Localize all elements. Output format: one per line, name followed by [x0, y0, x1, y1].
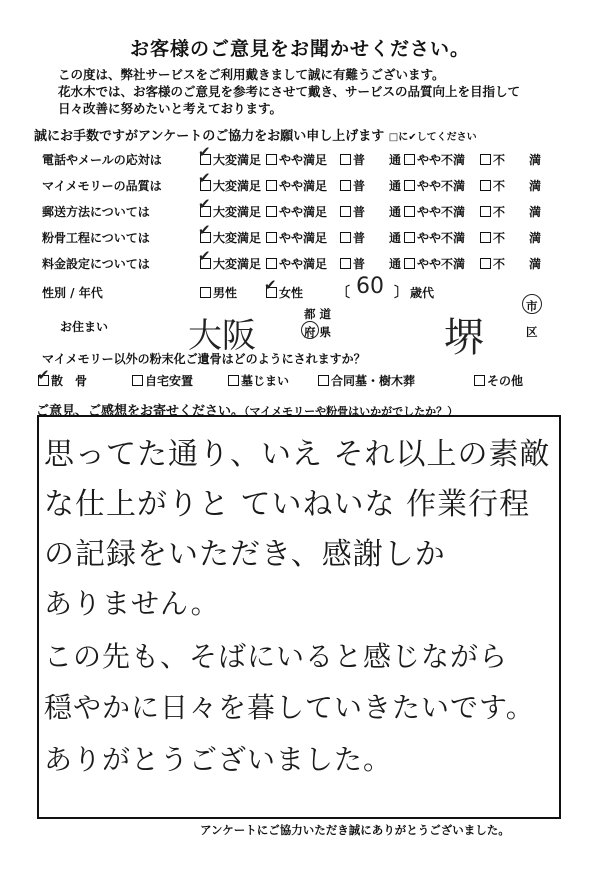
comment-line-3: の記録をいただき、感謝しか — [44, 537, 446, 572]
comment-line-2: な仕上がりと ていねいな 作業行程 — [44, 487, 531, 522]
rating-checkbox[interactable] — [480, 232, 491, 243]
rating-option-label: 大変満足 — [213, 205, 262, 219]
question-label: 料金設定については — [42, 257, 150, 271]
remains-checkbox[interactable] — [474, 375, 485, 386]
question-label: 粉骨工程については — [42, 231, 150, 245]
rating-option[interactable] — [404, 151, 465, 168]
question-row — [42, 221, 582, 249]
rating-checkbox[interactable] — [480, 206, 491, 217]
rating-option-label: 不 満 — [493, 205, 542, 219]
rating-checkbox[interactable] — [340, 180, 351, 191]
rating-option[interactable] — [266, 151, 327, 168]
rating-option-label: 普 通 — [353, 153, 402, 167]
comment-line-1: 思ってた通り、いえ それ以上の素敵 — [44, 437, 551, 472]
address-label: お住まい — [60, 320, 109, 334]
remains-option-label: 自宅安置 — [145, 374, 194, 388]
remains-checkbox[interactable] — [132, 375, 143, 386]
remains-question: マイメモリー以外の粉末化ご遺骨はどのようにされますか？ — [42, 352, 366, 366]
rating-option-label: 不 満 — [493, 257, 542, 271]
comments-label-main: ご意見、ご感想をお寄せください。 — [36, 404, 245, 419]
rating-option[interactable] — [480, 151, 541, 168]
rating-option-label: 普 通 — [353, 205, 402, 219]
rating-option-label: やや不満 — [417, 179, 466, 193]
female-check-mark: ✔ — [264, 276, 277, 294]
rating-checkbox[interactable] — [404, 154, 415, 165]
female-label: 女性 — [279, 286, 304, 300]
intro-line: 日々改善に努めたいと考えております。 — [58, 101, 283, 116]
comment-line-7: ありがとうございました。 — [44, 743, 393, 776]
rating-option-label: 不 満 — [493, 153, 542, 167]
city-value[interactable]: 堺 — [444, 315, 484, 361]
rating-option[interactable] — [340, 203, 401, 220]
rating-option[interactable] — [480, 229, 541, 246]
rating-option-label: やや不満 — [417, 153, 466, 167]
rating-option-label: 不 満 — [493, 179, 542, 193]
check-mark: ✔ — [198, 169, 211, 187]
rating-option[interactable] — [404, 255, 465, 272]
check-mark: ✔ — [198, 195, 211, 213]
rating-checkbox[interactable] — [266, 232, 277, 243]
city-option-ku: 区 — [526, 325, 538, 339]
rating-checkbox[interactable] — [404, 206, 415, 217]
rating-option[interactable] — [404, 229, 465, 246]
rating-option[interactable] — [480, 203, 541, 220]
check-mark: ✔ — [198, 247, 211, 265]
rating-option[interactable] — [340, 229, 401, 246]
rating-checkbox[interactable] — [266, 206, 277, 217]
rating-checkbox[interactable] — [266, 258, 277, 269]
rating-checkbox[interactable] — [340, 258, 351, 269]
rating-option[interactable] — [340, 177, 401, 194]
rating-option[interactable] — [404, 177, 465, 194]
remains-checkbox[interactable] — [318, 375, 329, 386]
rating-checkbox[interactable] — [480, 154, 491, 165]
city-selected-circle — [522, 294, 542, 314]
remains-option[interactable] — [474, 372, 523, 389]
comment-line-5: この先も、そばにいると感じながら — [44, 640, 509, 673]
rating-option[interactable] — [340, 255, 401, 272]
question-row — [42, 195, 582, 223]
rating-option-label: 大変満足 — [213, 153, 262, 167]
remains-option[interactable] — [228, 372, 289, 389]
rating-option-label: やや不満 — [417, 257, 466, 271]
check-mark: ✔ — [198, 143, 211, 161]
rating-checkbox[interactable] — [266, 154, 277, 165]
question-row — [42, 247, 582, 275]
rating-option[interactable] — [266, 203, 327, 220]
rating-checkbox[interactable] — [480, 180, 491, 191]
pref-option-fuken: 府 県 — [304, 325, 332, 339]
question-row — [42, 169, 582, 197]
comments-hint: （マイメモリーや粉骨はいかがでしたか？） — [244, 405, 459, 418]
rating-option-label: 大変満足 — [213, 231, 262, 245]
question-row — [42, 143, 582, 171]
request-hint: □に✔してください — [388, 132, 477, 143]
rating-option-label: やや不満 — [417, 231, 466, 245]
remains-option[interactable] — [318, 372, 415, 389]
footer-text: アンケートにご協力いただき誠にありがとうございました。 — [200, 823, 510, 837]
rating-option[interactable] — [340, 151, 401, 168]
rating-option[interactable] — [480, 177, 541, 194]
rating-checkbox[interactable] — [404, 232, 415, 243]
remains-options — [37, 366, 558, 392]
pref-option-todo: 都 道 — [304, 307, 332, 321]
male-checkbox[interactable] — [200, 287, 211, 298]
prefecture-value[interactable]: 大阪 — [188, 316, 256, 356]
check-mark: ✔ — [37, 366, 50, 384]
rating-option-label: やや満足 — [279, 153, 328, 167]
rating-option-label: 普 通 — [353, 179, 402, 193]
remains-option-label: その他 — [487, 374, 524, 388]
age-suffix: 歳代 — [410, 286, 435, 300]
male-option[interactable] — [200, 284, 237, 301]
rating-option-label: やや満足 — [279, 231, 328, 245]
remains-option-label: 散 骨 — [51, 374, 88, 388]
rating-checkbox[interactable] — [266, 180, 277, 191]
rating-checkbox[interactable] — [340, 154, 351, 165]
question-label: 郵送方法については — [42, 205, 150, 219]
rating-option-label: 大変満足 — [213, 257, 262, 271]
check-mark: ✔ — [198, 221, 211, 239]
comment-line-6: 穏やかに日々を暮していきたいです。 — [44, 691, 535, 724]
rating-checkbox[interactable] — [340, 232, 351, 243]
rating-option[interactable] — [404, 203, 465, 220]
rating-option[interactable] — [480, 255, 541, 272]
remains-option[interactable] — [132, 372, 193, 389]
remains-checkbox[interactable] — [228, 375, 239, 386]
request-main: 誠にお手数ですがアンケートのご協力をお願い申し上げます — [34, 129, 385, 144]
city-option-shi: 市 — [526, 299, 538, 313]
intro-text — [58, 66, 558, 117]
age-bracket-open: 〔 — [336, 285, 350, 301]
request-text — [34, 125, 477, 144]
rating-option-label: 普 通 — [353, 231, 402, 245]
intro-line: この度は、弊社サービスをご利用戴きまして誠に有難うございます。 — [58, 67, 445, 82]
question-label: 電話やメールの応対は — [42, 153, 162, 167]
rating-option-label: やや満足 — [279, 257, 328, 271]
rating-option-label: やや満足 — [279, 179, 328, 193]
rating-checkbox[interactable] — [480, 258, 491, 269]
rating-option-label: やや不満 — [417, 205, 466, 219]
comment-line-4: ありません。 — [44, 587, 220, 620]
intro-line: 花水木では、お客様のご意見を参考にさせて戴き、サービスの品質向上を目指して — [58, 84, 521, 99]
rating-checkbox[interactable] — [404, 180, 415, 191]
rating-option-label: 大変満足 — [213, 179, 262, 193]
gender-age-label: 性別 / 年代 — [42, 286, 103, 300]
rating-option-label: 普 通 — [353, 257, 402, 271]
rating-option-label: 不 満 — [493, 231, 542, 245]
age-bracket-close: 〕 — [394, 285, 408, 301]
rating-checkbox[interactable] — [340, 206, 351, 217]
rating-checkbox[interactable] — [404, 258, 415, 269]
remains-option-label: 墓じまい — [241, 374, 290, 388]
age-value[interactable]: 60 — [356, 274, 384, 299]
pref-selected-circle — [301, 321, 319, 339]
page-title: お客様のご意見をお聞かせください。 — [129, 38, 470, 60]
male-label: 男性 — [213, 286, 238, 300]
rating-option-label: やや満足 — [279, 205, 328, 219]
rating-option[interactable] — [266, 255, 327, 272]
question-label: マイメモリーの品質は — [42, 179, 162, 193]
rating-option[interactable] — [266, 229, 327, 246]
rating-option[interactable] — [266, 177, 327, 194]
remains-option-label: 合同墓・樹木葬 — [331, 374, 416, 388]
